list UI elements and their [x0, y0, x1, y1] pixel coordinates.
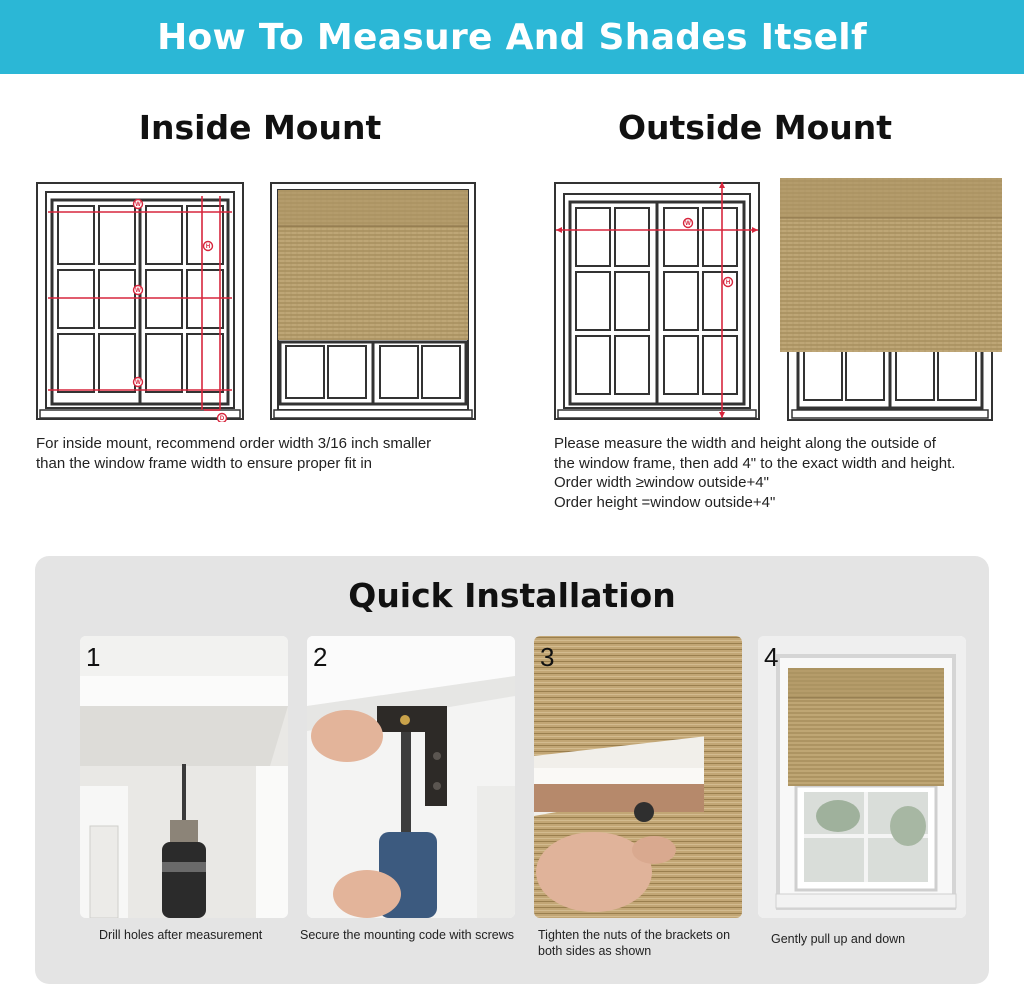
step-3-card [534, 636, 742, 918]
depth-marker: D [219, 416, 225, 422]
inside-note-line-1: For inside mount, recommend order width 3/16 inch smaller [36, 435, 432, 452]
width-marker-3: W [135, 380, 141, 386]
inside-mount-title: Inside Mount [138, 108, 382, 147]
outside-note-line-2: the window frame, then add 4" to the exact width and height. [554, 454, 956, 472]
step-2-number: 2 [313, 642, 328, 672]
inside-mount-window-diagram [36, 182, 244, 422]
step-4-photo [758, 636, 966, 918]
step-1-photo [80, 636, 288, 918]
step-1-caption: Drill holes after measurement [99, 928, 263, 942]
inside-note-line-2: than the window frame width to ensure proper fit in [36, 454, 373, 472]
outside-mount-shade-illustration [778, 176, 1004, 422]
outside-mount-note [554, 434, 1019, 512]
outside-height-marker: H [725, 280, 731, 286]
outside-mount-title: Outside Mount [617, 108, 893, 147]
step-4-number: 4 [764, 642, 779, 672]
banner-title: How To Measure And Shades Itself [157, 16, 867, 58]
step-2-caption: Secure the mounting code with screws [300, 928, 514, 942]
outside-note-line-1: Please measure the width and height along the outside of [554, 435, 936, 452]
step-3-caption-line-2: both sides as shown [538, 944, 652, 958]
step-3-caption-line-1: Tighten the nuts of the brackets on [538, 928, 731, 942]
step-3-number: 3 [540, 642, 555, 672]
step-1-number: 1 [86, 642, 101, 672]
step-4-caption: Gently pull up and down [771, 932, 906, 946]
step-3-photo [534, 636, 742, 918]
step-4-card [758, 636, 966, 918]
outside-note-line-4: Order height =window outside+4" [554, 493, 776, 511]
inside-mount-shade-illustration [270, 182, 476, 422]
step-3-caption [538, 927, 758, 959]
installation-title: Quick Installation [348, 576, 676, 615]
outside-width-marker: W [685, 221, 691, 227]
step-2-card [307, 636, 515, 918]
inside-mount-note [36, 434, 516, 473]
width-marker-1: W [135, 202, 141, 208]
step-2-photo [307, 636, 515, 918]
outside-mount-window-diagram [554, 182, 760, 422]
width-marker-2: W [135, 288, 141, 294]
height-marker: H [205, 244, 211, 250]
step-1-card [80, 636, 288, 918]
outside-note-line-3: Order width ≥window outside+4" [554, 474, 769, 491]
header-banner [0, 0, 1024, 74]
